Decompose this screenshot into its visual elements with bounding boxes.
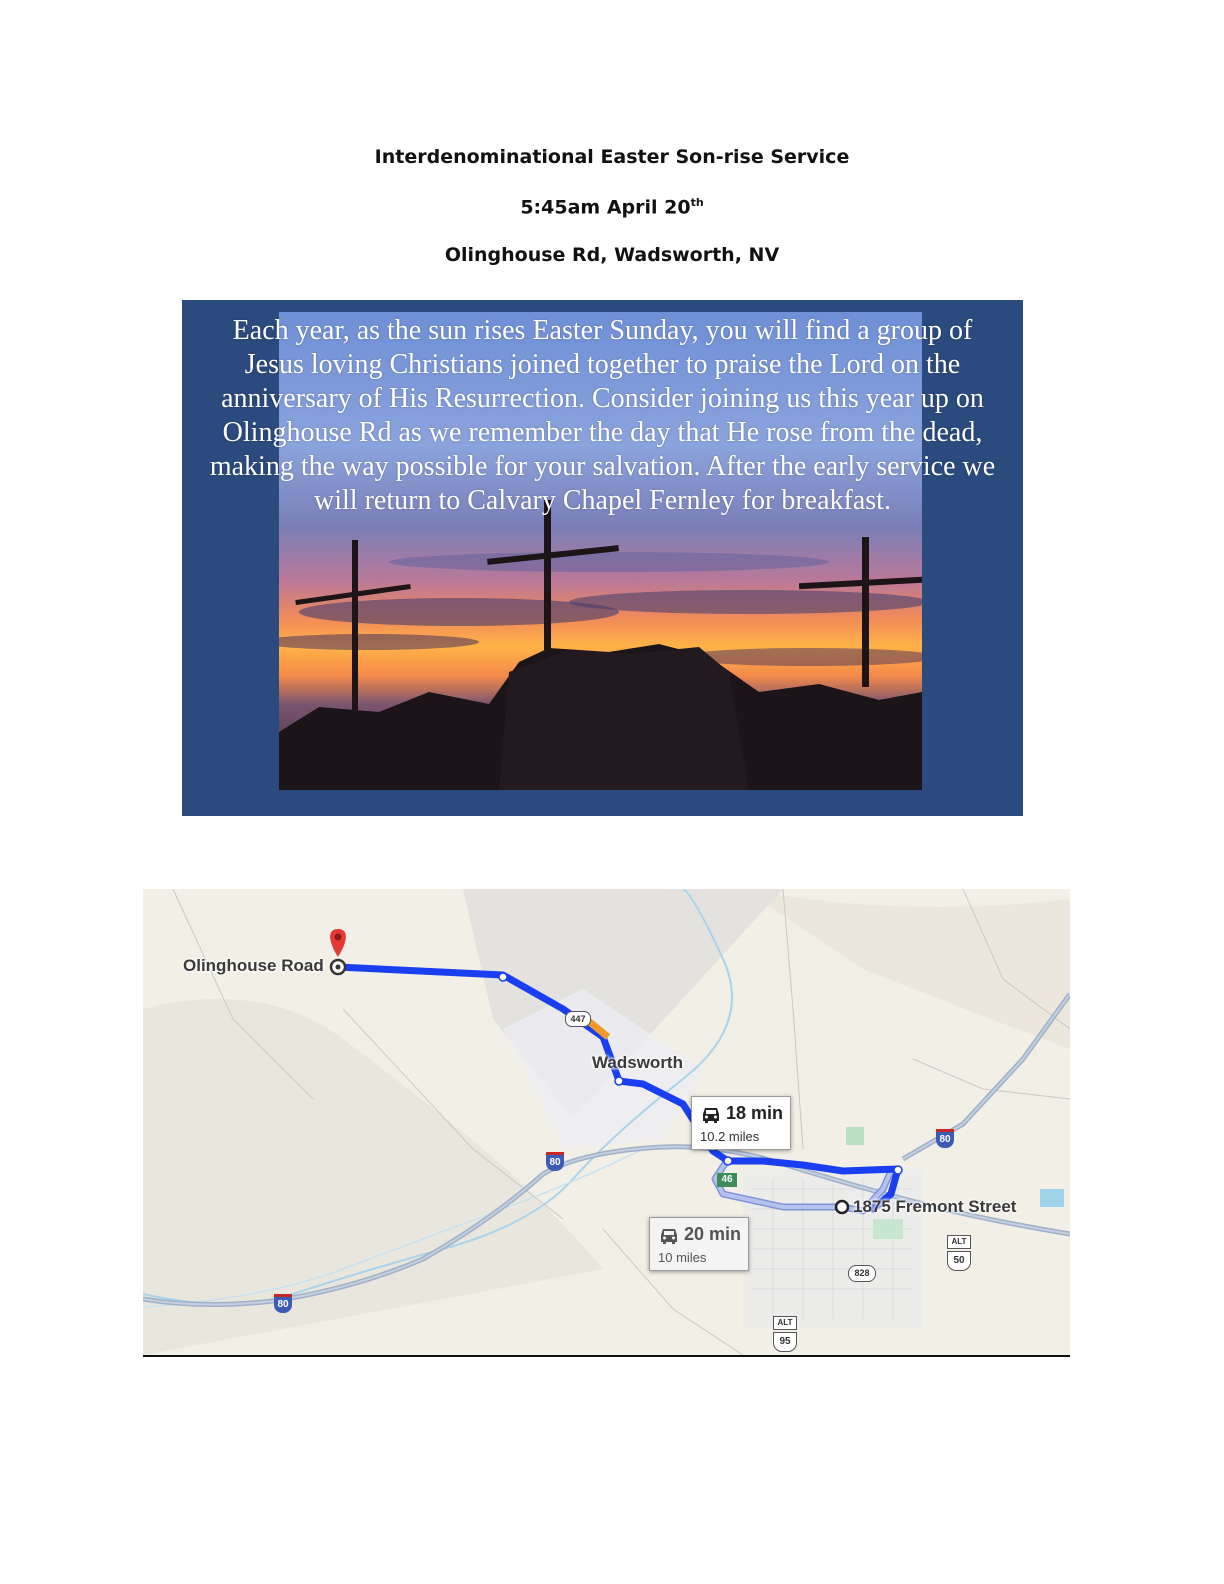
us-95-alt-shield-icon: ALT	[773, 1316, 797, 1330]
interstate-80-shield-icon: 80	[936, 1129, 954, 1148]
event-time-main: 5:45am April 20	[520, 196, 691, 219]
announcement-banner	[182, 300, 1023, 816]
route-20min-callout[interactable]	[649, 1217, 749, 1271]
state-route-828-shield-icon: 828	[848, 1265, 876, 1282]
town-label: Wadsworth	[592, 1053, 683, 1072]
us-50-shield-icon: 50	[947, 1251, 971, 1271]
destination-marker-icon[interactable]	[836, 1201, 848, 1213]
event-time-suffix: th	[690, 196, 704, 209]
state-route-447-shield-icon: 447	[565, 1011, 591, 1027]
route-18min-distance: 10.2 miles	[700, 1129, 760, 1144]
map-bottom-rule	[143, 1355, 1070, 1357]
car-icon	[700, 1105, 722, 1125]
origin-label: Olinghouse Road	[183, 956, 324, 975]
route-20min-distance: 10 miles	[658, 1250, 707, 1265]
route-map[interactable]	[143, 889, 1070, 1355]
route-18min-time: 18 min	[726, 1103, 784, 1123]
route-20min-time: 20 min	[684, 1224, 742, 1244]
destination-label: 1875 Fremont Street	[853, 1197, 1017, 1216]
event-title: Interdenominational Easter Son-rise Service	[374, 146, 850, 168]
event-time	[0, 196, 1224, 218]
us-95-shield-icon: 95	[773, 1332, 797, 1352]
exit-46-sign-icon: 46	[717, 1173, 737, 1187]
interstate-80-shield-icon: 80	[546, 1152, 564, 1171]
interstate-80-shield-icon: 80	[274, 1294, 292, 1313]
route-18min-callout[interactable]	[691, 1096, 791, 1150]
announcement-text: Each year, as the sun rises Easter Sunday, you will find a group of Jesus loving Christians joined together to praise the Lord on the anniversary of His Resurrection. Consider joining us this year up on Olinghouse Rd as we remember the day that He rose from the dead, making the way possible for your salvation. After the early service we will return to Calvary Chapel Fernley for breakfast.	[209, 315, 996, 516]
us-50-alt-shield-icon: ALT	[947, 1235, 971, 1249]
event-location: Olinghouse Rd, Wadsworth, NV	[444, 244, 780, 266]
car-icon	[658, 1226, 680, 1246]
